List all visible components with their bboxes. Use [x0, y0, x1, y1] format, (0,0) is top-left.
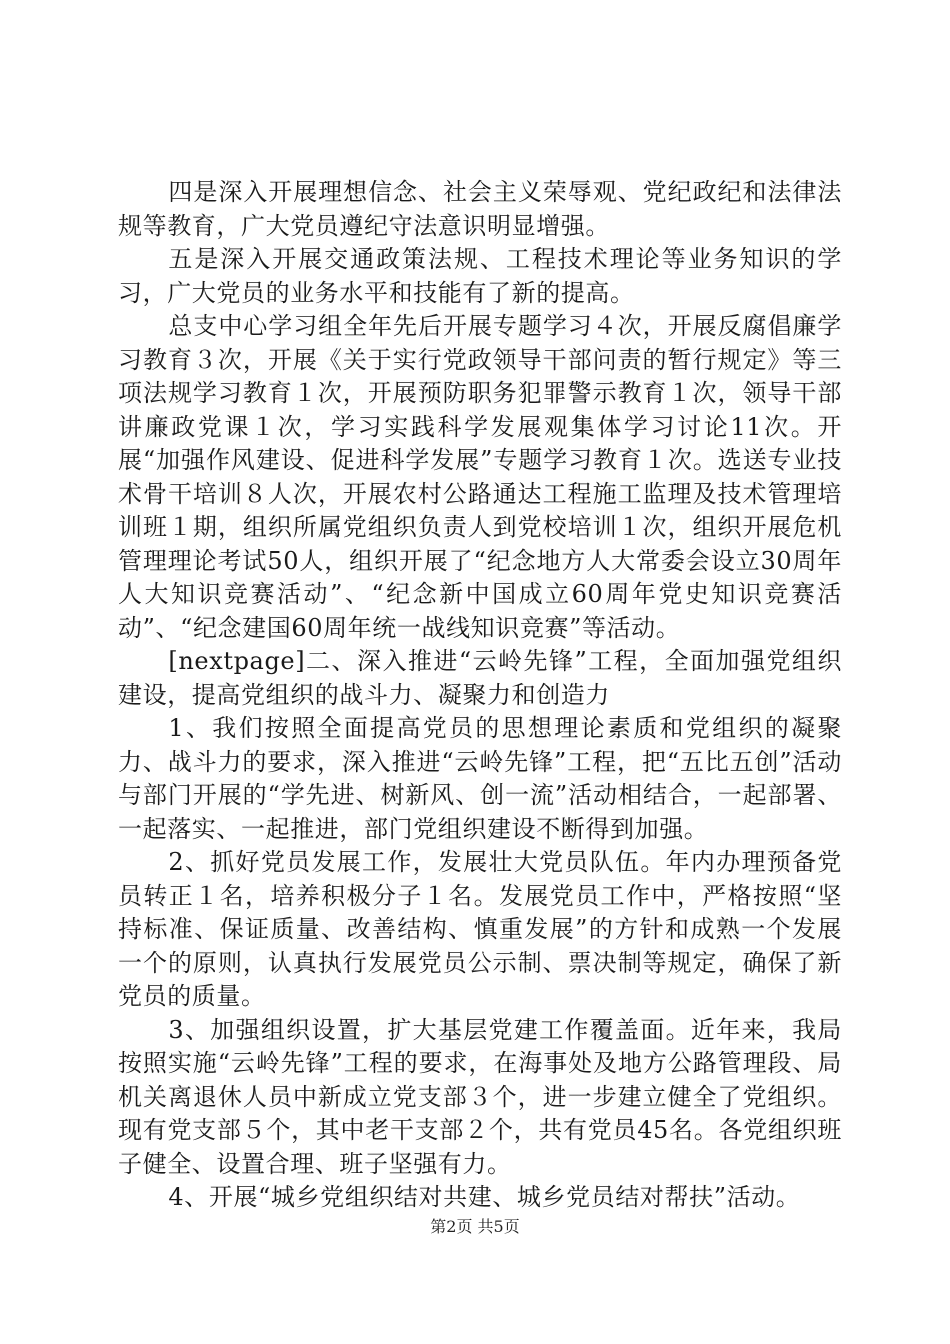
section-heading-two: [nextpage]二、深入推进“云岭先锋”工程，全面加强党组织建设，提高党组织的战斗力、凝聚力和创造力 — [118, 647, 842, 709]
paragraph-item-1: 1、我们按照全面提高党员的思想理论素质和党组织的凝聚力、战斗力的要求，深入推进“云岭先锋”工程，把“五比五创”活动与部门开展的“学先进、树新风、创一流”活动相结合，一起部署、一起落实、一起推进，部门党组织建设不断得到加强。 — [118, 714, 842, 843]
paragraph-item-4: 4、开展“城乡党组织结对共建、城乡党员结对帮扶”活动。 — [168, 1183, 801, 1211]
paragraph-study-summary: 总支中心学习组全年先后开展专题学习４次，开展反腐倡廉学习教育３次，开展《关于实行党政领导干部问责的暂行规定》等三项法规学习教育１次，开展预防职务犯罪警示教育１次，领导干部讲廉政党课１次，学习实践科学发展观集体学习讨论11次。开展“加强作风建设、促进科学发展”专题学习教育１次。选送专业技术骨干培训８人次，开展农村公路通达工程施工监理及技术管理培训班１期，组织所属党组织负责人到党校培训１次，组织开展危机管理理论考试50人，组织开展了“纪念地方人大常委会设立30周年人大知识竞赛活动”、“纪念新中国成立60周年党史知识竞赛活动”、“纪念建国60周年统一战线知识竞赛”等活动。 — [118, 312, 842, 642]
paragraph-business-study: 五是深入开展交通政策法规、工程技术理论等业务知识的学习，广大党员的业务水平和技能有了新的提高。 — [118, 245, 842, 307]
page-footer: 第2页 共5页 — [430, 1217, 520, 1236]
paragraph-item-3: 3、加强组织设置，扩大基层党建工作覆盖面。近年来，我局按照实施“云岭先锋”工程的要求，在海事处及地方公路管理段、局机关离退休人员中新成立党支部３个，进一步建立健全了党组织。现有党支部５个，其中老干支部２个，共有党员45名。各党组织班子健全、设置合理、班子坚强有力。 — [118, 1015, 842, 1178]
paragraph-education: 四是深入开展理想信念、社会主义荣辱观、党纪政纪和法律法规等教育，广大党员遵纪守法意识明显增强。 — [118, 178, 842, 240]
paragraph-item-2: 2、抓好党员发展工作，发展壮大党员队伍。年内办理预备党员转正１名，培养积极分子１名。发展党员工作中，严格按照“坚持标准、保证质量、改善结构、慎重发展”的方针和成熟一个发展一个的原则，认真执行发展党员公示制、票决制等规定，确保了新党员的质量。 — [118, 848, 842, 1010]
document-body — [118, 176, 842, 1215]
